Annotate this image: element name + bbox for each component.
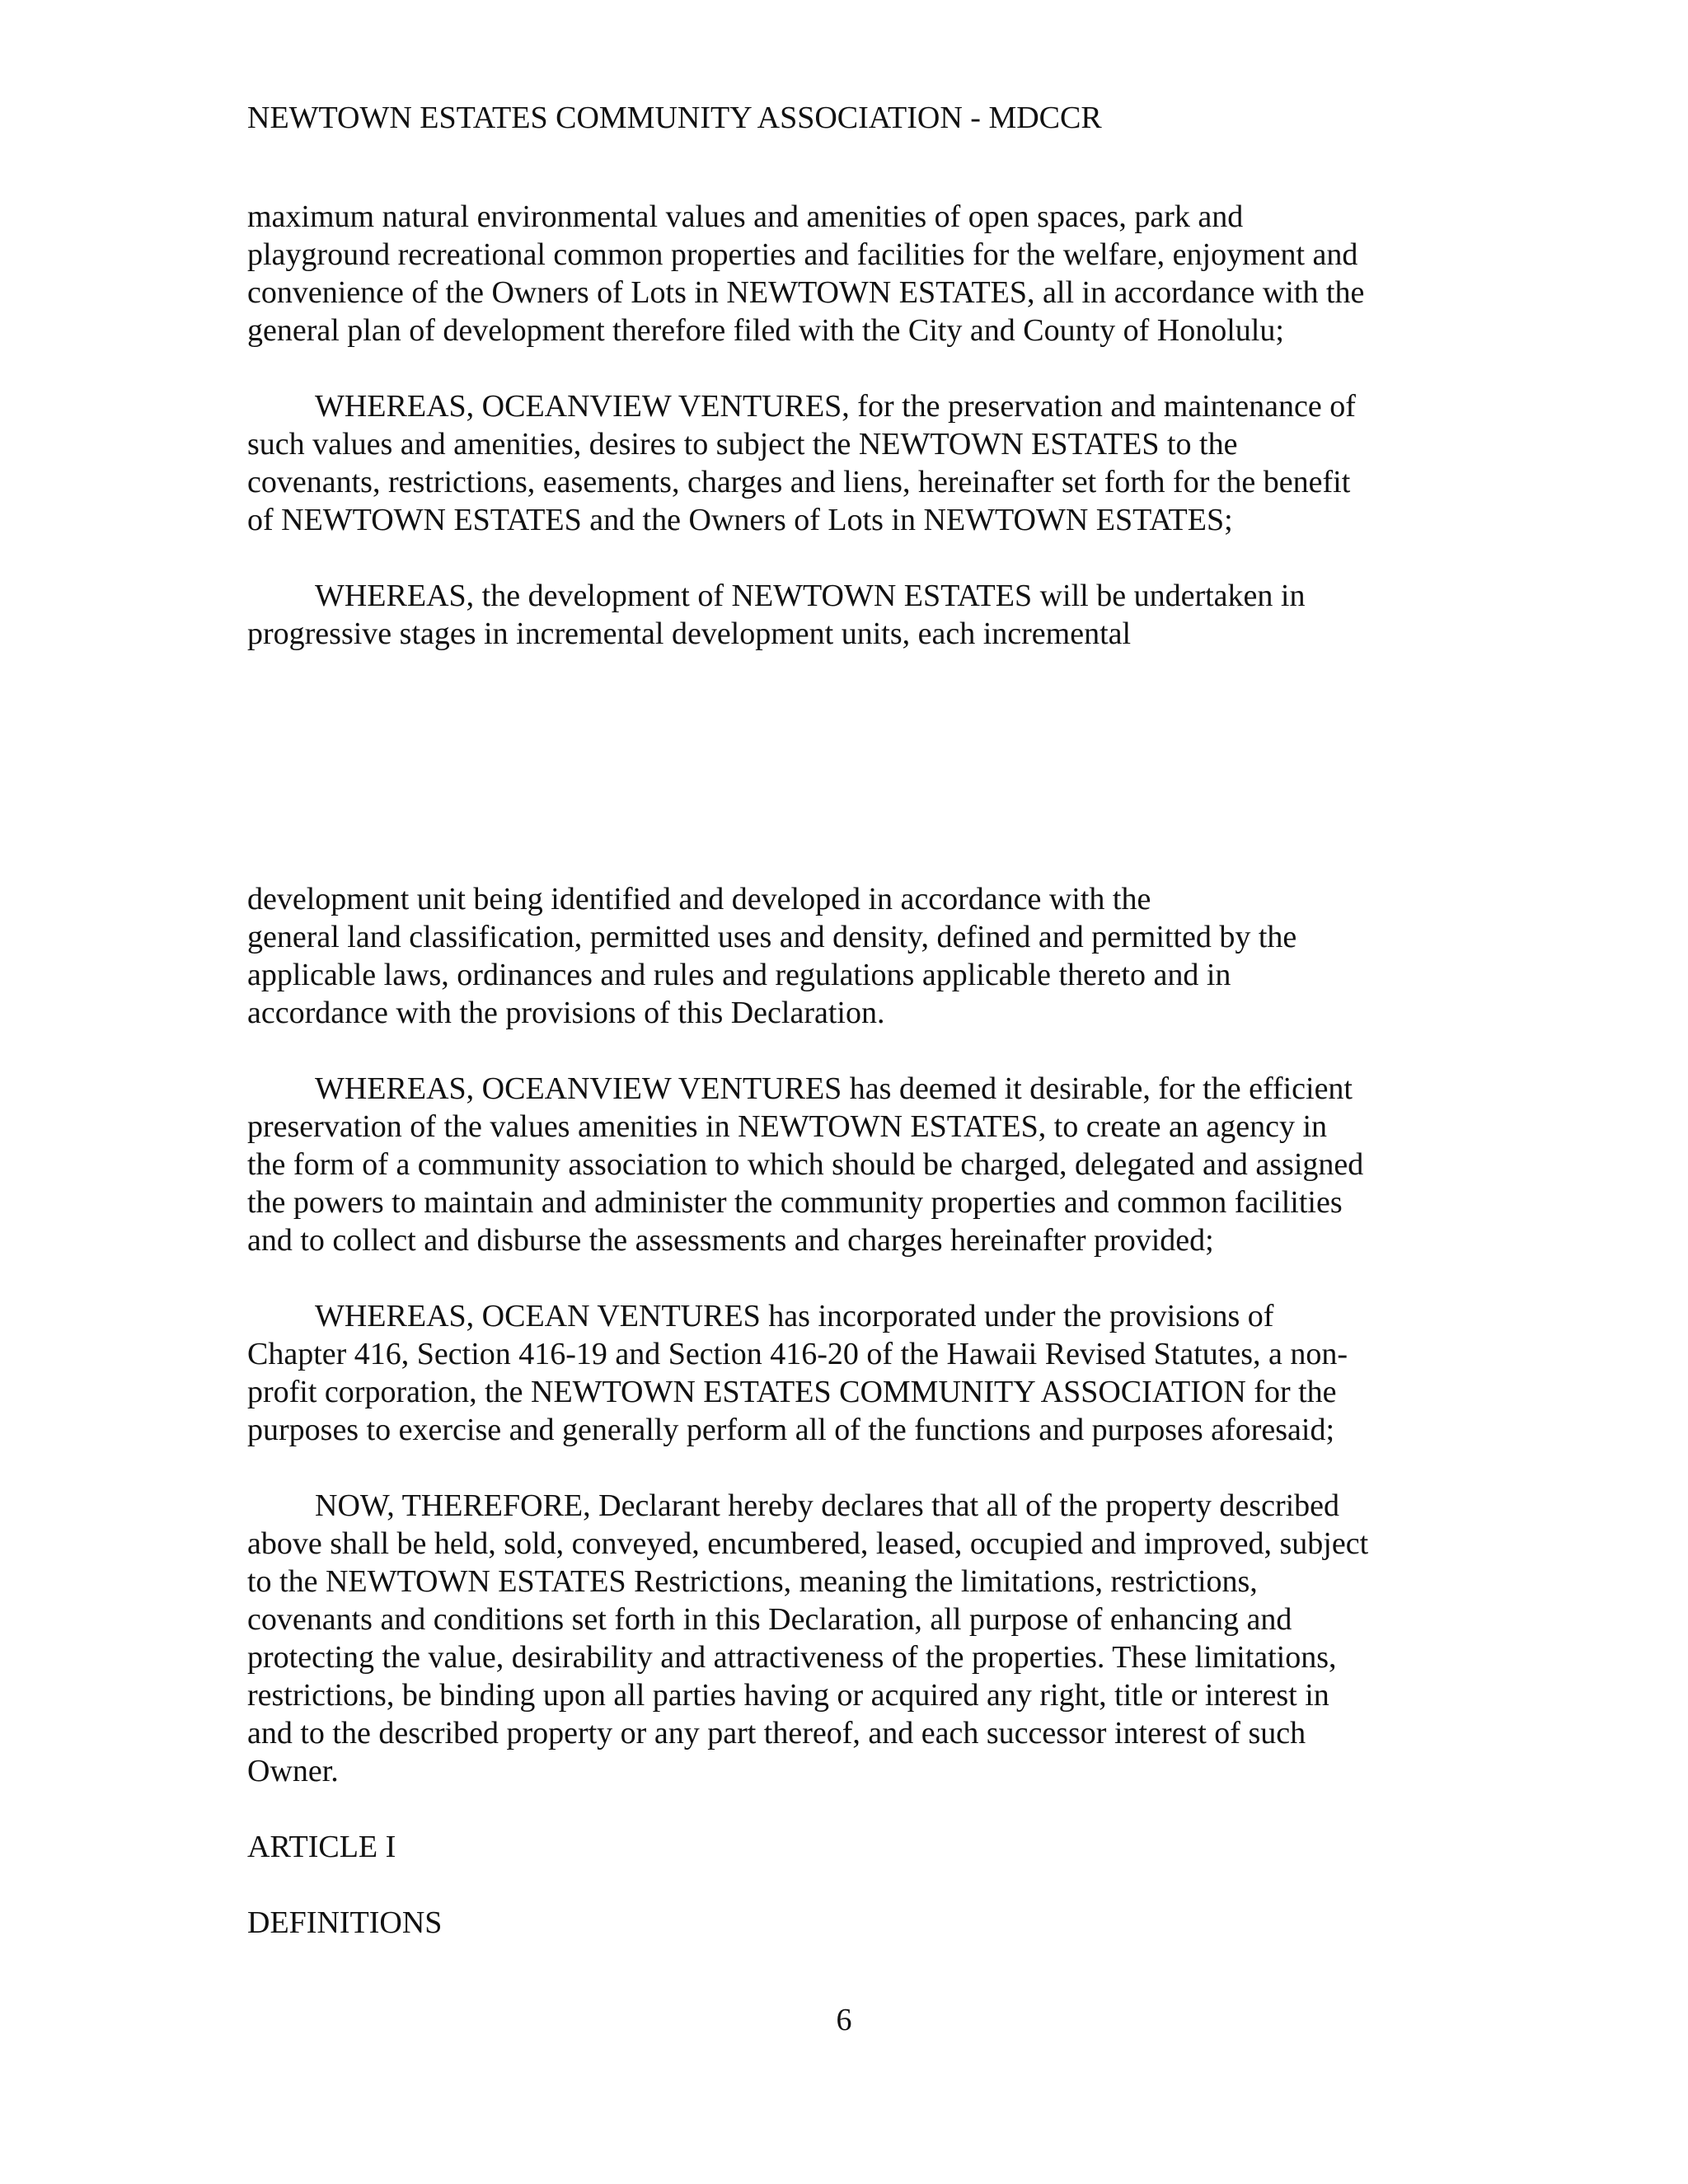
page-number: 6 xyxy=(836,2003,852,2037)
paragraph-now-therefore xyxy=(247,1487,1467,1790)
paragraph-open-spaces xyxy=(247,198,1467,349)
text-line: the form of a community association to which should be charged, delegated and assigned xyxy=(247,1147,1364,1182)
paragraph-whereas-preservation xyxy=(247,387,1467,539)
paragraph-whereas-agency xyxy=(247,1070,1467,1259)
text-line: preservation of the values amenities in NEWTOWN ESTATES, to create an agency in xyxy=(247,1109,1327,1144)
text-line: and to collect and disburse the assessments and charges hereinafter provided; xyxy=(247,1223,1214,1258)
text-line: profit corporation, the NEWTOWN ESTATES COMMUNITY ASSOCIATION for the xyxy=(247,1375,1337,1409)
text-line: playground recreational common properties and facilities for the welfare, enjoyment and xyxy=(247,237,1358,272)
text-line: progressive stages in incremental development units, each incremental xyxy=(247,616,1132,651)
text-line: WHEREAS, OCEAN VENTURES has incorporated under the provisions of xyxy=(315,1299,1274,1333)
text-line: applicable laws, ordinances and rules and regulations applicable thereto and in xyxy=(247,958,1231,992)
text-line: NOW, THEREFORE, Declarant hereby declares that all of the property described xyxy=(315,1488,1340,1523)
text-line: such values and amenities, desires to subject the NEWTOWN ESTATES to the xyxy=(247,427,1238,462)
text-line: maximum natural environmental values and amenities of open spaces, park and xyxy=(247,199,1244,234)
text-line: WHEREAS, the development of NEWTOWN ESTATES will be undertaken in xyxy=(315,579,1306,613)
text-line: development unit being identified and developed in accordance with the xyxy=(247,882,1151,916)
text-line: the powers to maintain and administer the community properties and common facilities xyxy=(247,1185,1343,1220)
text-line: and to the described property or any part thereof, and each successor interest of such xyxy=(247,1716,1306,1750)
text-line: purposes to exercise and generally perform all of the functions and purposes aforesaid; xyxy=(247,1413,1334,1447)
text-line: protecting the value, desirability and attractiveness of the properties. These limitations, xyxy=(247,1640,1337,1675)
paragraph-development-unit xyxy=(247,880,1467,1032)
text-line: Owner. xyxy=(247,1754,339,1788)
text-line: general land classification, permitted uses and density, defined and permitted by the xyxy=(247,920,1297,954)
text-line: restrictions, be binding upon all parties having or acquired any right, title or interest in xyxy=(247,1678,1329,1713)
document-header: NEWTOWN ESTATES COMMUNITY ASSOCIATION - MDCCR xyxy=(247,101,1102,135)
text-line: WHEREAS, OCEANVIEW VENTURES, for the preservation and maintenance of xyxy=(315,389,1356,424)
paragraph-whereas-development xyxy=(247,577,1467,653)
text-line: WHEREAS, OCEANVIEW VENTURES has deemed it desirable, for the efficient xyxy=(315,1071,1353,1106)
paragraph-whereas-incorporated xyxy=(247,1297,1467,1449)
text-line: general plan of development therefore filed with the City and County of Honolulu; xyxy=(247,313,1284,348)
text-line: of NEWTOWN ESTATES and the Owners of Lots in NEWTOWN ESTATES; xyxy=(247,503,1233,537)
text-line: covenants and conditions set forth in this Declaration, all purpose of enhancing and xyxy=(247,1602,1292,1637)
text-line: to the NEWTOWN ESTATES Restrictions, meaning the limitations, restrictions, xyxy=(247,1564,1258,1599)
article-title: DEFINITIONS xyxy=(247,1905,443,1940)
text-line: Chapter 416, Section 416-19 and Section 416-20 of the Hawaii Revised Statutes, a non- xyxy=(247,1337,1348,1371)
text-line: covenants, restrictions, easements, charges and liens, hereinafter set forth for the benefit xyxy=(247,465,1351,499)
article-number: ARTICLE I xyxy=(247,1830,396,1864)
text-line: convenience of the Owners of Lots in NEWTOWN ESTATES, all in accordance with the xyxy=(247,275,1365,310)
text-line: above shall be held, sold, conveyed, encumbered, leased, occupied and improved, subject xyxy=(247,1526,1369,1561)
text-line: accordance with the provisions of this Declaration. xyxy=(247,996,885,1030)
